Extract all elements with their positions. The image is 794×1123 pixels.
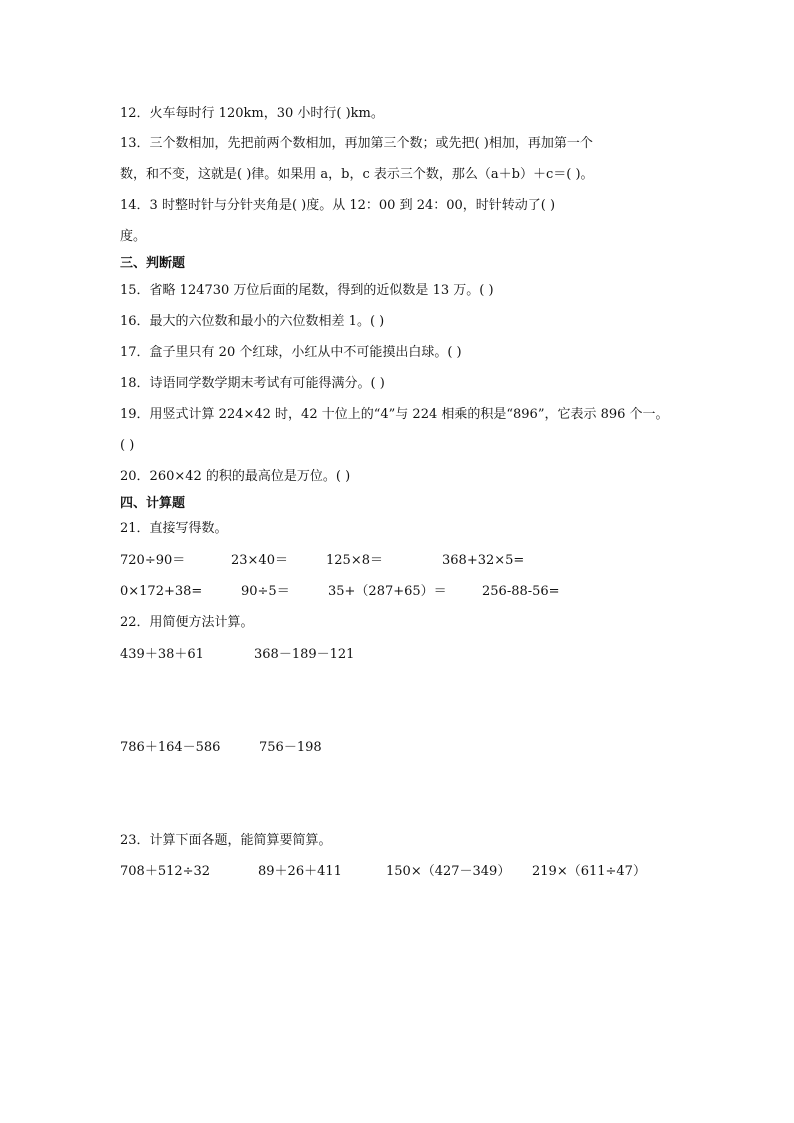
- q22-item: 368－189－121: [254, 647, 355, 662]
- q22-item: 756－198: [259, 740, 322, 755]
- question-19-line2: ( ): [120, 438, 135, 453]
- q21-item: 256-88-56=: [482, 584, 560, 599]
- q23-item: 219×（611÷47）: [532, 864, 646, 879]
- q21-item: 720÷90＝: [120, 553, 186, 568]
- q21-item: 125×8＝: [326, 553, 383, 568]
- question-15: 15．省略 124730 万位后面的尾数，得到的近似数是 13 万。( ): [120, 283, 494, 298]
- question-19-line1: 19．用竖式计算 224×42 时，42 十位上的“4”与 224 相乘的积是“896”，它表示 896 个一。: [120, 407, 669, 422]
- question-16: 16．最大的六位数和最小的六位数相差 1。( ): [120, 314, 385, 329]
- question-13-line2: 数，和不变，这就是( )律。如果用 a，b，c 表示三个数，那么（a＋b）＋c＝( )。: [120, 167, 594, 182]
- question-18: 18．诗语同学数学期末考试有可能得满分。( ): [120, 376, 385, 391]
- q22-item: 439＋38＋61: [120, 647, 204, 662]
- question-23: 23．计算下面各题，能简算要简算。: [120, 833, 332, 848]
- q21-item: 35+（287+65）＝: [328, 584, 447, 599]
- question-21: 21．直接写得数。: [120, 521, 228, 536]
- q23-item: 150×（427－349）: [386, 864, 511, 879]
- section-3-title: 三、判断题: [120, 256, 186, 271]
- q23-item: 89＋26＋411: [258, 864, 342, 879]
- q21-item: 0×172+38=: [120, 584, 203, 599]
- question-12: 12．火车每时行 120km，30 小时行( )km。: [120, 106, 384, 121]
- question-20: 20．260×42 的积的最高位是万位。( ): [120, 469, 351, 484]
- question-14-line1: 14．3 时整时针与分针夹角是( )度。从 12：00 到 24：00，时针转动了( ): [120, 198, 556, 213]
- section-4-title: 四、计算题: [120, 496, 186, 511]
- question-14-line2: 度。: [120, 229, 147, 244]
- question-13-line1: 13．三个数相加，先把前两个数相加，再加第三个数；或先把( )相加，再加第一个: [120, 136, 593, 151]
- q21-item: 23×40＝: [231, 553, 288, 568]
- q21-item: 368+32×5=: [442, 553, 525, 568]
- q21-item: 90÷5＝: [241, 584, 290, 599]
- q22-item: 786＋164－586: [120, 740, 221, 755]
- question-22: 22．用简便方法计算。: [120, 615, 254, 630]
- q23-item: 708＋512÷32: [120, 864, 211, 879]
- question-17: 17．盒子里只有 20 个红球，小红从中不可能摸出白球。( ): [120, 345, 462, 360]
